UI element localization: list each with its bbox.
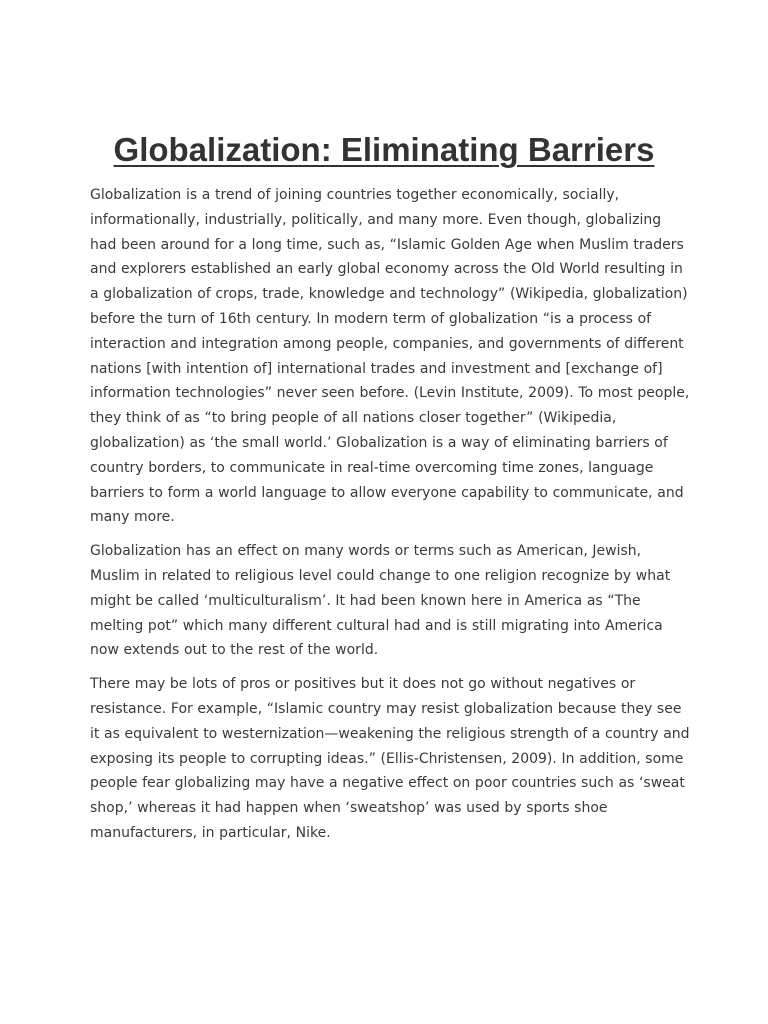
document-body bbox=[90, 183, 690, 855]
paragraph-2: Globalization has an effect on many words or terms such as American, Jewish, Muslim in related to religious level could change to one religion recognize by what might be called ‘multiculturalism’. It had been known here in America as “The melting pot” which many different cultural had and is still migrating into America now extends out to the rest of the world. bbox=[90, 543, 671, 659]
paragraph-1: Globalization is a trend of joining countries together economically, socially, informationally, industrially, politically, and many more. Even though, globalizing had been around for a long time, such as, “Islamic Golden Age when Muslim traders and explorers established an early global economy across the Old World resulting in a globalization of crops, trade, knowledge and technology” (Wikipedia, globalization) before the turn of 16th century. In modern term of globalization “is a process of interaction and integration among people, companies, and governments of different nations [with intention of] international trades and investment and [exchange of] information technologies” never seen before. (Levin Institute, 2009). To most people, they think of as “to bring people of all nations closer together” (Wikipedia, globalization) as ‘the small world.’ Globalization is a way of eliminating barriers of country borders, to communicate in real-time overcoming time zones, language barriers to form a world language to allow everyone capability to communicate, and many more. bbox=[90, 187, 690, 526]
paragraph-3: There may be lots of pros or positives but it does not go without negatives or resistance. For example, “Islamic country may resist globalization because they see it as equivalent to westernization—weakening the religious strength of a country and exposing its people to corrupting ideas.” (Ellis-Christensen, 2009). In addition, some people fear globalizing may have a negative effect on poor countries such as ‘sweat shop,’ whereas it had happen when ‘sweatshop’ was used by sports shoe manufacturers, in particular, Nike. bbox=[90, 676, 690, 841]
page-title: Globalization: Eliminating Barriers bbox=[113, 131, 655, 168]
